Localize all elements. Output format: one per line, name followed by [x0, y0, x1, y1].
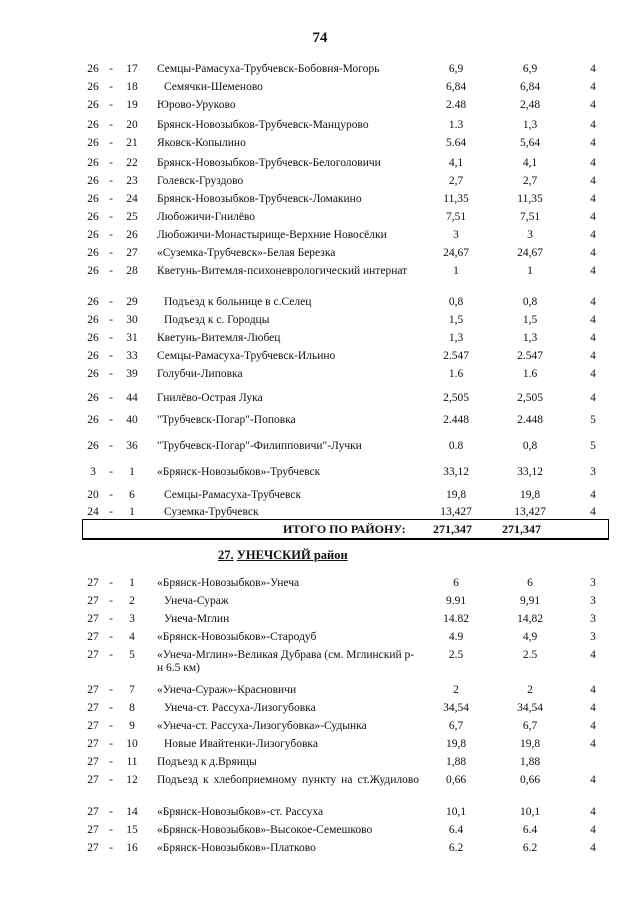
road-length: 1,5	[448, 314, 464, 326]
road-length: 19,8	[445, 738, 467, 750]
road-name: Любожичи-Монастырище-Верхние Новосёлки	[157, 229, 387, 241]
road-group-number: 27	[87, 702, 99, 714]
road-group-number: 26	[87, 211, 99, 223]
road-number: 36	[126, 440, 138, 452]
hard-surface-length: 6,84	[519, 81, 541, 93]
road-group-number: 26	[87, 332, 99, 344]
hard-surface-length: 6.2	[522, 842, 538, 854]
road-category: 4	[590, 137, 596, 149]
road-group-number: 24	[87, 506, 99, 518]
road-group-number: 26	[87, 193, 99, 205]
road-length: 4,1	[448, 157, 464, 169]
road-category: 4	[590, 247, 596, 259]
road-length: 2.5	[448, 649, 464, 661]
total-label: ИТОГО ПО РАЙОНУ:	[283, 522, 406, 536]
road-name: "Трубчевск-Погар"-Поповка	[157, 414, 296, 426]
road-name: Кветунь-Витемля-Любец	[157, 332, 281, 344]
number-separator: -	[109, 350, 113, 362]
road-category: 4	[590, 63, 596, 75]
road-name: «Суземка-Трубчевск»-Белая Березка	[157, 247, 336, 259]
road-length: 2.448	[443, 414, 469, 426]
section-number: 27.	[218, 548, 234, 562]
road-length: 0.8	[448, 440, 464, 452]
road-number: 7	[129, 684, 135, 696]
road-group-number: 26	[87, 175, 99, 187]
road-category: 4	[590, 806, 596, 818]
number-separator: -	[109, 229, 113, 241]
road-name: «Унеча-ст. Рассуха-Лизогубовка»-Судынка	[157, 720, 367, 732]
road-number: 44	[126, 392, 138, 404]
road-category: 4	[590, 842, 596, 854]
road-group-number: 27	[87, 720, 99, 732]
number-separator: -	[109, 332, 113, 344]
road-group-number: 26	[87, 99, 99, 111]
number-separator: -	[109, 175, 113, 187]
road-name: Брянск-Новозыбков-Трубчевск-Ломакино	[157, 193, 362, 205]
road-category: 3	[590, 613, 596, 625]
hard-surface-length: 1,88	[519, 756, 541, 768]
road-category: 3	[590, 577, 596, 589]
road-number: 8	[129, 702, 135, 714]
road-length: 2,505	[443, 392, 469, 404]
road-group-number: 27	[87, 842, 99, 854]
hard-surface-length: 2,7	[522, 175, 538, 187]
road-group-number: 27	[87, 595, 99, 607]
hard-surface-length: 7,51	[519, 211, 541, 223]
number-separator: -	[109, 265, 113, 277]
hard-surface-length: 6,9	[522, 63, 538, 75]
road-category: 3	[590, 631, 596, 643]
road-category: 5	[590, 440, 596, 452]
road-length: 6,84	[445, 81, 467, 93]
road-length: 33,12	[443, 466, 469, 478]
road-name: Голубчи-Липовка	[157, 368, 243, 380]
road-group-number: 26	[87, 119, 99, 131]
road-number: 1	[129, 506, 135, 518]
number-separator: -	[109, 649, 113, 661]
road-group-number: 20	[87, 489, 99, 501]
road-group-number: 26	[87, 414, 99, 426]
number-separator: -	[109, 756, 113, 768]
road-category: 4	[590, 649, 596, 661]
road-group-number: 27	[87, 806, 99, 818]
hard-surface-length: 1,3	[522, 119, 538, 131]
total-length: 271,347	[433, 522, 472, 536]
number-separator: -	[109, 631, 113, 643]
road-group-number: 26	[87, 296, 99, 308]
hard-surface-length: 2,505	[517, 392, 543, 404]
road-length: 5.64	[445, 137, 467, 149]
number-separator: -	[109, 211, 113, 223]
number-separator: -	[109, 577, 113, 589]
road-length: 2,7	[448, 175, 464, 187]
hard-surface-length: 6	[527, 577, 533, 589]
road-length: 9.91	[445, 595, 467, 607]
road-number: 26	[126, 229, 138, 241]
road-group-number: 26	[87, 63, 99, 75]
road-name: «Брянск-Новозыбков»-ст. Рассуха	[157, 806, 324, 818]
number-separator: -	[109, 440, 113, 452]
road-group-number: 26	[87, 137, 99, 149]
road-category: 4	[590, 702, 596, 714]
hard-surface-length: 0,66	[519, 774, 541, 786]
hard-surface-length: 2.5	[522, 649, 538, 661]
hard-surface-length: 4,9	[522, 631, 538, 643]
section-title: УНЕЧСКИЙ район	[236, 548, 348, 562]
road-group-number: 27	[87, 824, 99, 836]
road-length: 6.2	[448, 842, 464, 854]
total-length-hard-surface: 271,347	[502, 522, 541, 536]
road-name: «Брянск-Новозыбков»-Трубчевск	[157, 466, 321, 478]
road-category: 4	[590, 211, 596, 223]
hard-surface-length: 0,8	[522, 440, 538, 452]
number-separator: -	[109, 414, 113, 426]
number-separator: -	[109, 595, 113, 607]
road-length: 6,9	[448, 63, 464, 75]
road-name: Кветунь-Витемля-психоневрологический интернат	[157, 265, 408, 277]
number-separator: -	[109, 99, 113, 111]
hard-surface-length: 9,91	[519, 595, 541, 607]
hard-surface-length: 0,8	[522, 296, 538, 308]
hard-surface-length: 13,427	[514, 506, 546, 518]
road-number: 22	[126, 157, 138, 169]
road-length: 14.82	[443, 613, 469, 625]
road-category: 4	[590, 506, 596, 518]
road-number: 40	[126, 414, 138, 426]
road-name: Суземка-Трубчевск	[164, 506, 259, 518]
number-separator: -	[109, 613, 113, 625]
road-length: 2.547	[443, 350, 469, 362]
road-group-number: 26	[87, 81, 99, 93]
road-group-number: 26	[87, 350, 99, 362]
hard-surface-length: 33,12	[517, 466, 543, 478]
number-separator: -	[109, 368, 113, 380]
road-group-number: 27	[87, 613, 99, 625]
road-number: 29	[126, 296, 138, 308]
road-group-number: 26	[87, 392, 99, 404]
road-length: 2.48	[445, 99, 467, 111]
road-length: 7,51	[445, 211, 467, 223]
hard-surface-length: 1,3	[522, 332, 538, 344]
road-category: 4	[590, 774, 596, 786]
road-length: 0,66	[445, 774, 467, 786]
road-name: Гнилёво-Острая Лука	[157, 392, 263, 404]
road-group-number: 26	[87, 314, 99, 326]
road-name: «Брянск-Новозыбков»-Платково	[157, 842, 316, 854]
hard-surface-length: 6.4	[522, 824, 538, 836]
road-name: Голевск-Груздово	[157, 175, 244, 187]
road-name: «Брянск-Новозыбков»-Высокое-Семешково	[157, 824, 373, 836]
road-length: 0,8	[448, 296, 464, 308]
road-length: 19,8	[445, 489, 467, 501]
road-group-number: 27	[87, 774, 99, 786]
road-category: 4	[590, 157, 596, 169]
road-category: 4	[590, 350, 596, 362]
road-length: 10,1	[445, 806, 467, 818]
road-number: 21	[126, 137, 138, 149]
district-total-row	[82, 519, 609, 540]
hard-surface-length: 3	[527, 229, 533, 241]
hard-surface-length: 1.6	[522, 368, 538, 380]
road-category: 4	[590, 99, 596, 111]
road-group-number: 27	[87, 684, 99, 696]
road-length: 24,67	[443, 247, 469, 259]
road-number: 11	[126, 756, 138, 768]
road-number: 1	[129, 466, 135, 478]
road-group-number: 26	[87, 440, 99, 452]
hard-surface-length: 2,48	[519, 99, 541, 111]
hard-surface-length: 1	[527, 265, 533, 277]
road-name: Брянск-Новозыбков-Трубчевск-Манцурово	[157, 119, 369, 131]
road-category: 4	[590, 229, 596, 241]
number-separator: -	[109, 63, 113, 75]
road-category: 4	[590, 684, 596, 696]
road-number: 30	[126, 314, 138, 326]
road-category: 4	[590, 489, 596, 501]
road-length: 6,7	[448, 720, 464, 732]
road-length: 34,54	[443, 702, 469, 714]
road-number: 33	[126, 350, 138, 362]
road-name: Новые Ивайтенки-Лизогубовка	[164, 738, 318, 750]
hard-surface-length: 11,35	[517, 193, 543, 205]
road-name: Подъезд к хлебоприемному пункту на ст.Жудилово	[157, 774, 419, 786]
road-length: 2	[453, 684, 459, 696]
road-category: 4	[590, 720, 596, 732]
number-separator: -	[109, 119, 113, 131]
road-length: 1,3	[448, 332, 464, 344]
road-name: Подъезд к д.Врянцы	[157, 756, 257, 768]
road-name: Семцы-Рамасуха-Трубчевск	[164, 489, 302, 501]
road-number: 27	[126, 247, 138, 259]
road-group-number: 26	[87, 247, 99, 259]
road-number: 2	[129, 595, 135, 607]
number-separator: -	[109, 392, 113, 404]
road-category: 4	[590, 824, 596, 836]
road-group-number: 27	[87, 577, 99, 589]
number-separator: -	[109, 466, 113, 478]
road-number: 17	[126, 63, 138, 75]
road-name: Любожичи-Гнилёво	[157, 211, 256, 223]
road-number: 15	[126, 824, 138, 836]
number-separator: -	[109, 806, 113, 818]
section-heading	[218, 548, 348, 563]
road-name: «Брянск-Новозыбков»-Унеча	[157, 577, 300, 589]
hard-surface-length: 2.547	[517, 350, 543, 362]
road-number: 24	[126, 193, 138, 205]
road-number: 28	[126, 265, 138, 277]
road-name: Брянск-Новозыбков-Трубчевск-Белоголовичи	[157, 157, 381, 169]
road-number: 10	[126, 738, 138, 750]
hard-surface-length: 5,64	[519, 137, 541, 149]
number-separator: -	[109, 137, 113, 149]
road-number: 20	[126, 119, 138, 131]
road-group-number: 27	[87, 649, 99, 661]
number-separator: -	[109, 81, 113, 93]
number-separator: -	[109, 684, 113, 696]
road-number: 18	[126, 81, 138, 93]
number-separator: -	[109, 296, 113, 308]
hard-surface-length: 6,7	[522, 720, 538, 732]
road-number: 23	[126, 175, 138, 187]
road-length: 4.9	[448, 631, 464, 643]
road-name: Семячки-Шеменово	[164, 81, 263, 93]
road-name: Унеча-Мглин	[164, 613, 230, 625]
road-category: 4	[590, 368, 596, 380]
road-name: Семцы-Рамасуха-Трубчевск-Ильино	[157, 350, 336, 362]
road-number: 14	[126, 806, 138, 818]
road-category: 3	[590, 466, 596, 478]
road-number: 25	[126, 211, 138, 223]
road-category: 4	[590, 265, 596, 277]
road-category: 4	[590, 314, 596, 326]
number-separator: -	[109, 489, 113, 501]
road-category: 4	[590, 296, 596, 308]
road-group-number: 26	[87, 157, 99, 169]
road-number: 19	[126, 99, 138, 111]
road-length: 1	[453, 265, 459, 277]
road-length: 1,88	[445, 756, 467, 768]
road-length: 1.6	[448, 368, 464, 380]
road-category: 4	[590, 332, 596, 344]
number-separator: -	[109, 824, 113, 836]
road-category: 4	[590, 738, 596, 750]
road-number: 31	[126, 332, 138, 344]
road-length: 1.3	[448, 119, 464, 131]
hard-surface-length: 24,67	[517, 247, 543, 259]
road-group-number: 27	[87, 631, 99, 643]
hard-surface-length: 14,82	[517, 613, 543, 625]
road-category: 3	[590, 595, 596, 607]
road-length: 11,35	[443, 193, 469, 205]
hard-surface-length: 34,54	[517, 702, 543, 714]
road-number: 16	[126, 842, 138, 854]
road-group-number: 27	[87, 738, 99, 750]
road-name: Унеча-Сураж	[164, 595, 229, 607]
number-separator: -	[109, 720, 113, 732]
hard-surface-length: 19,8	[519, 738, 541, 750]
road-length: 13,427	[440, 506, 472, 518]
road-name: Унеча-ст. Рассуха-Лизогубовка	[164, 702, 316, 714]
number-separator: -	[109, 314, 113, 326]
road-name: «Унеча-Мглин»-Великая Дубрава (см. Мглинский р-н 6.5 км)	[157, 649, 415, 674]
road-name: Яковск-Копылино	[157, 137, 246, 149]
page-number: 74	[312, 30, 328, 46]
hard-surface-length: 2.448	[517, 414, 543, 426]
road-group-number: 26	[87, 368, 99, 380]
road-length: 6	[453, 577, 459, 589]
road-group-number: 3	[90, 466, 96, 478]
road-group-number: 26	[87, 229, 99, 241]
road-group-number: 27	[87, 756, 99, 768]
road-category: 5	[590, 414, 596, 426]
road-category: 4	[590, 81, 596, 93]
road-category: 4	[590, 175, 596, 187]
hard-surface-length: 10,1	[519, 806, 541, 818]
number-separator: -	[109, 506, 113, 518]
road-name: Семцы-Рамасуха-Трубчевск-Бобовня-Могорь	[157, 63, 380, 75]
road-category: 4	[590, 392, 596, 404]
road-name: «Брянск-Новозыбков»-Стародуб	[157, 631, 317, 643]
road-group-number: 26	[87, 265, 99, 277]
road-number: 39	[126, 368, 138, 380]
number-separator: -	[109, 247, 113, 259]
road-length: 6.4	[448, 824, 464, 836]
road-category: 4	[590, 193, 596, 205]
road-name: Подъезд к с. Городцы	[164, 314, 270, 326]
hard-surface-length: 4,1	[522, 157, 538, 169]
road-number: 4	[129, 631, 135, 643]
hard-surface-length: 19,8	[519, 489, 541, 501]
road-name: «Унеча-Сураж»-Красновичи	[157, 684, 297, 696]
road-number: 5	[129, 649, 135, 661]
road-number: 1	[129, 577, 135, 589]
road-name: Юрово-Уруково	[157, 99, 236, 111]
road-number: 9	[129, 720, 135, 732]
road-name: "Трубчевск-Погар"-Филипповичи"-Лучки	[157, 440, 362, 452]
number-separator: -	[109, 774, 113, 786]
number-separator: -	[109, 702, 113, 714]
road-name: Подъезд к больнице в с.Селец	[164, 296, 312, 308]
number-separator: -	[109, 193, 113, 205]
number-separator: -	[109, 738, 113, 750]
road-number: 3	[129, 613, 135, 625]
number-separator: -	[109, 157, 113, 169]
road-category: 4	[590, 119, 596, 131]
road-number: 12	[126, 774, 138, 786]
hard-surface-length: 2	[527, 684, 533, 696]
number-separator: -	[109, 842, 113, 854]
road-length: 3	[453, 229, 459, 241]
road-number: 6	[129, 489, 135, 501]
hard-surface-length: 1,5	[522, 314, 538, 326]
